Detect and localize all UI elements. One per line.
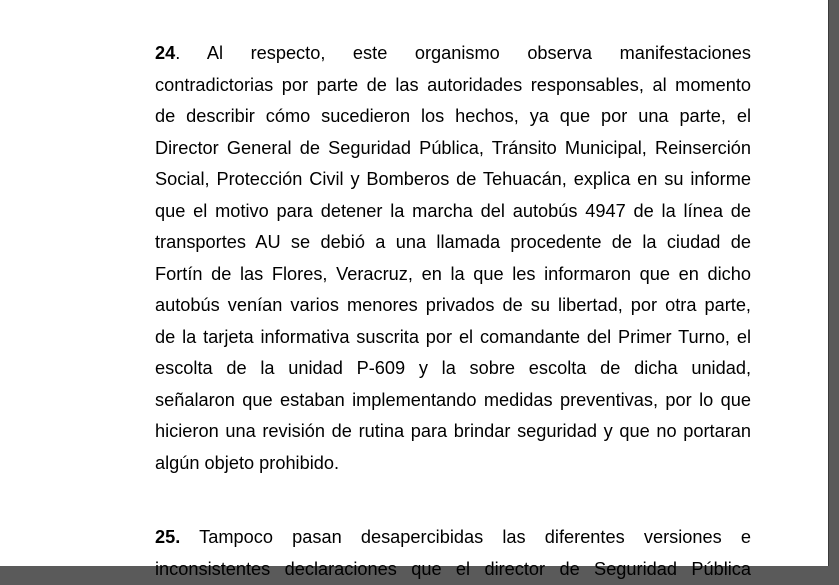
paragraph-line: algún objeto prohibido. <box>155 448 751 480</box>
paragraph-line: Social, Protección Civil y Bomberos de Tehuacán, explica en su informe <box>155 164 751 196</box>
paragraph-line: autobús venían varios menores privados de su libertad, por otra parte, <box>155 290 751 322</box>
paragraph-line: 25. Tampoco pasan desapercibidas las diferentes versiones e <box>155 522 751 554</box>
paragraph-line: de la tarjeta informativa suscrita por el comandante del Primer Turno, el <box>155 322 751 354</box>
paragraph-25 <box>155 522 751 585</box>
paragraph-line: 24. Al respecto, este organismo observa manifestaciones <box>155 38 751 70</box>
paragraph-number: 24 <box>155 43 175 63</box>
paragraph-line: transportes AU se debió a una llamada procedente de la ciudad de <box>155 227 751 259</box>
paragraph-line: que el motivo para detener la marcha del autobús 4947 de la línea de <box>155 196 751 228</box>
paragraph-line: escolta de la unidad P-609 y la sobre escolta de dicha unidad, <box>155 353 751 385</box>
paragraph-line: señalaron que estaban implementando medidas preventivas, por lo que <box>155 385 751 417</box>
paragraph-line: hicieron una revisión de rutina para brindar seguridad y que no portaran <box>155 416 751 448</box>
paragraph-number-punct: . <box>175 43 180 63</box>
paragraph-line: Director General de Seguridad Pública, Tránsito Municipal, Reinserción <box>155 133 751 165</box>
paragraph-number: 25. <box>155 527 180 547</box>
paragraph-line: contradictorias por parte de las autoridades responsables, al momento <box>155 70 751 102</box>
paragraph-24 <box>155 38 751 479</box>
paragraph-line: inconsistentes declaraciones que el director de Seguridad Pública <box>155 554 751 585</box>
paragraph-line: de describir cómo sucedieron los hechos, ya que por una parte, el <box>155 101 751 133</box>
paragraph-line: Fortín de las Flores, Veracruz, en la que les informaron que en dicho <box>155 259 751 291</box>
